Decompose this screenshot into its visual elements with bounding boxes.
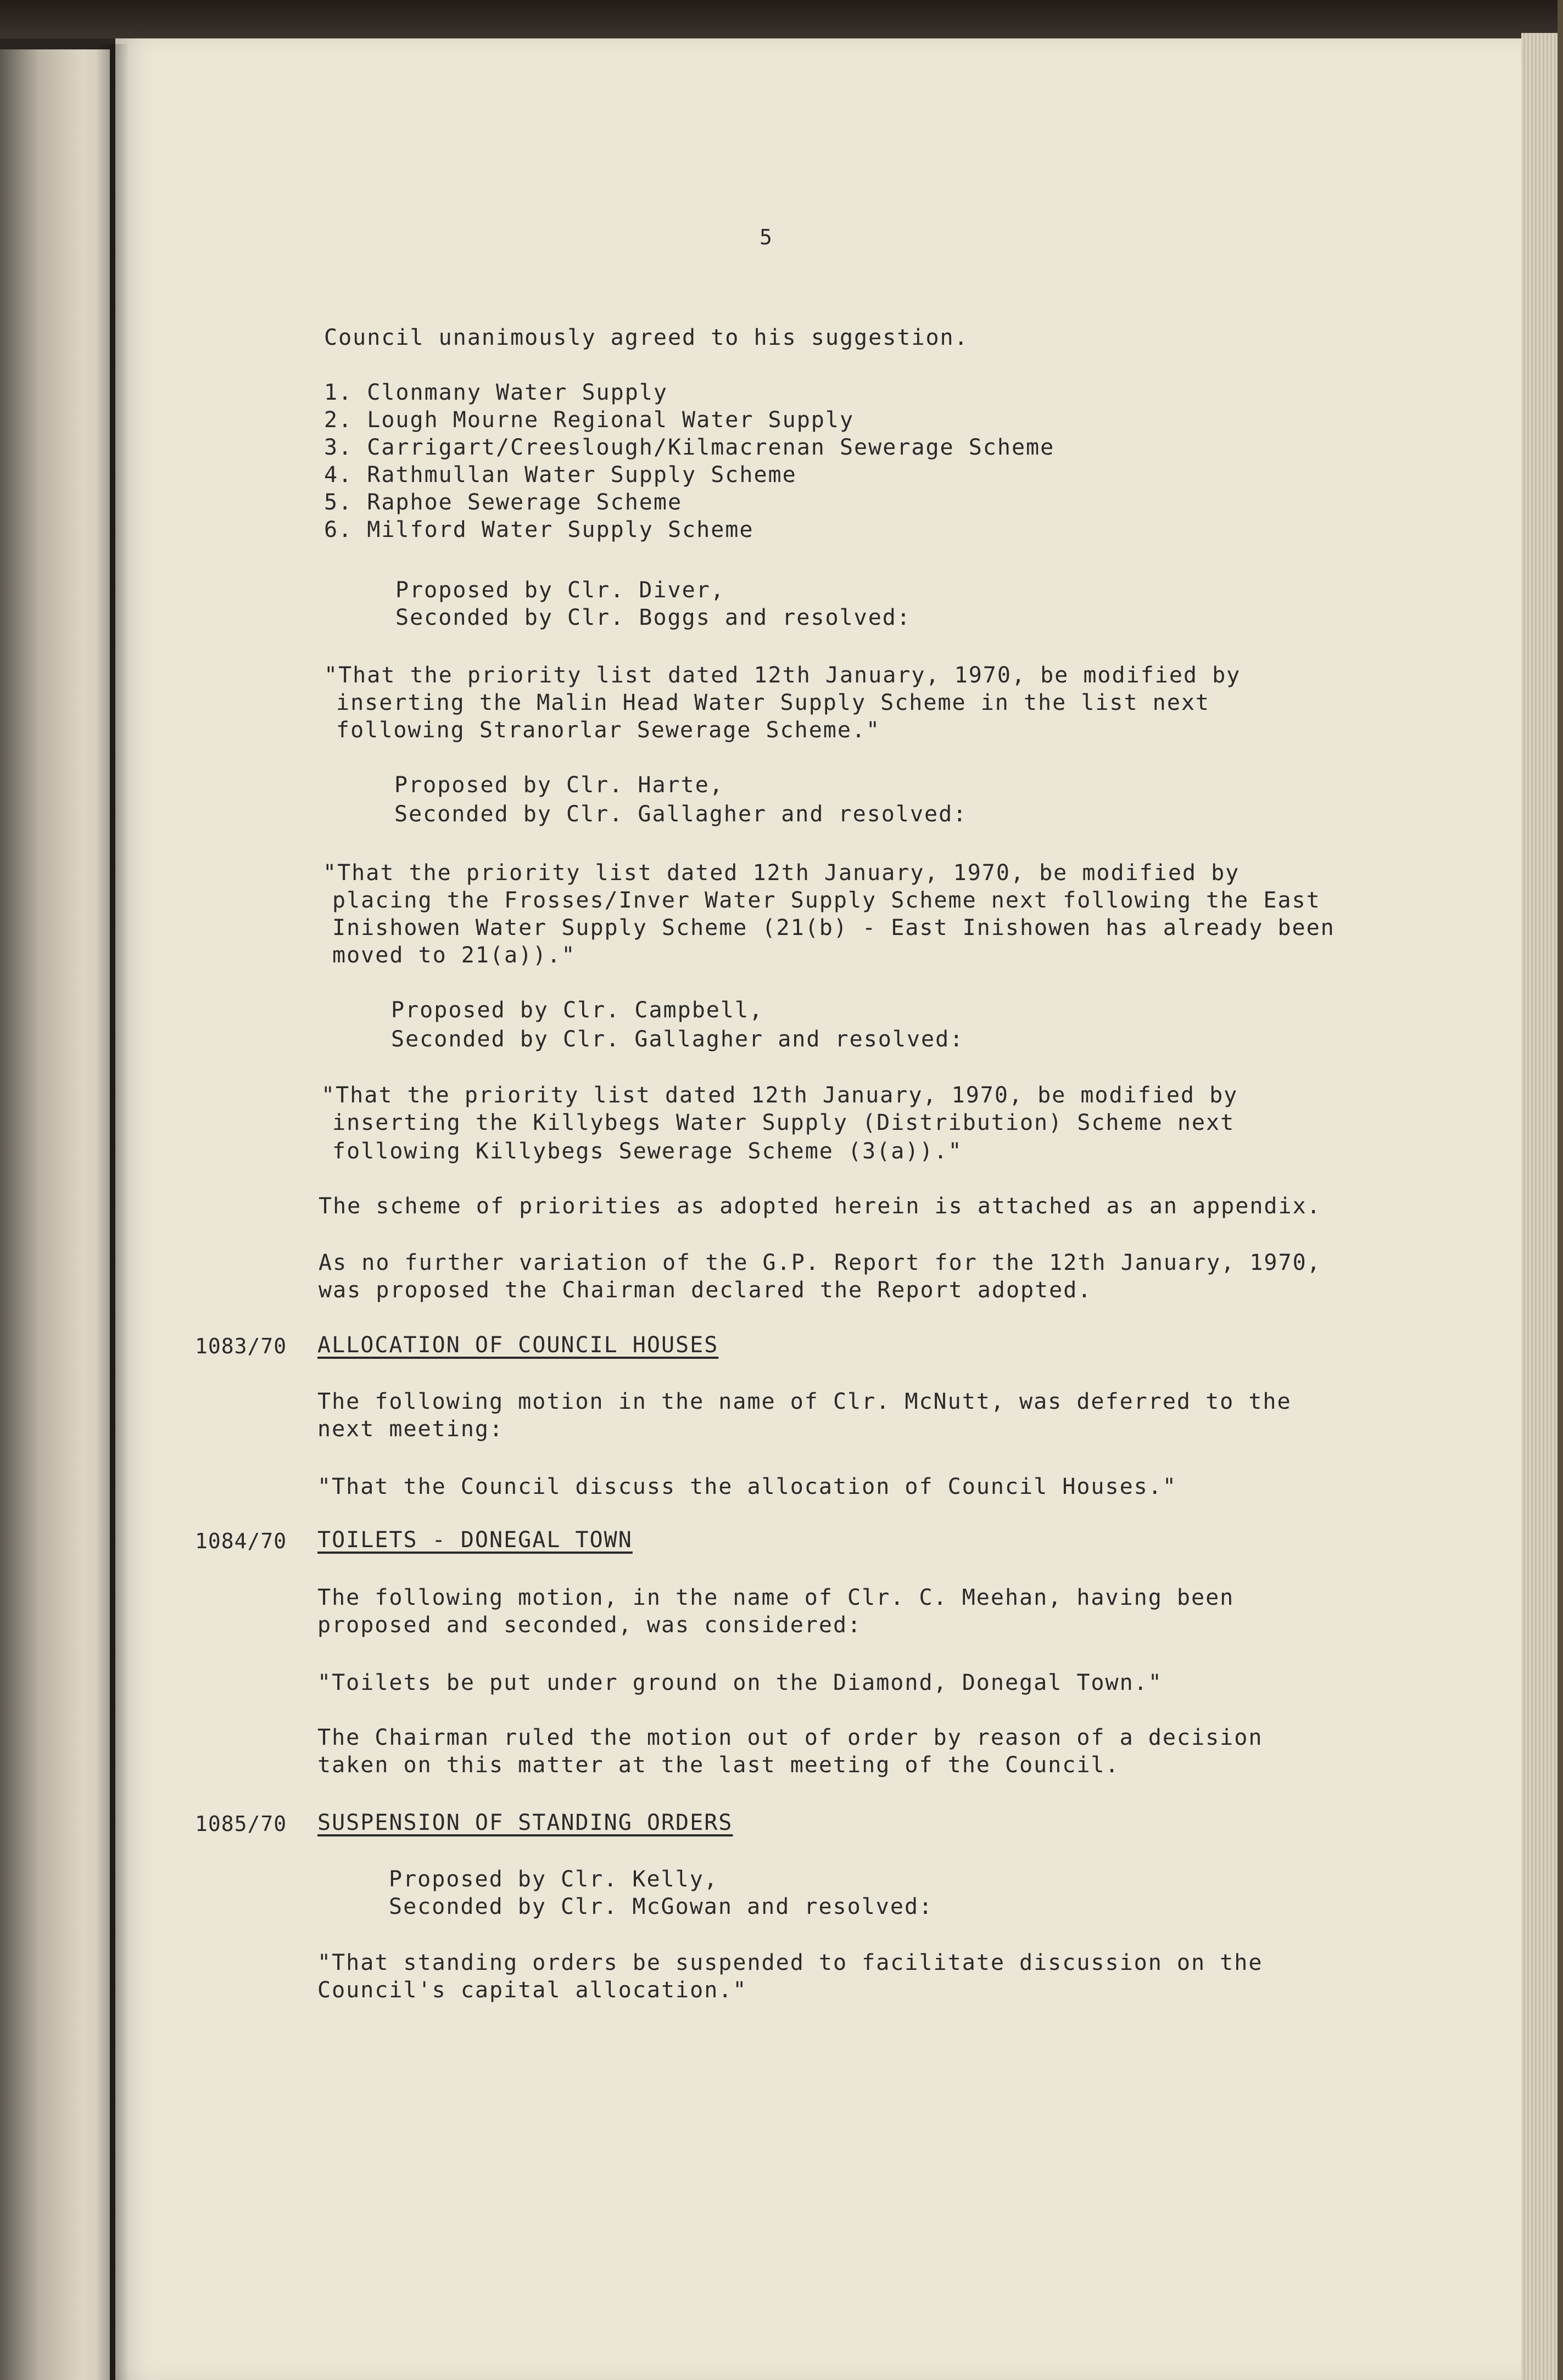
resolution-line: "That the priority list dated 12th January, 1970, be modified by [321,1083,1238,1108]
adoption-line: was proposed the Chairman declared the Report adopted. [319,1278,1092,1303]
seconded-line: Seconded by Clr. Boggs and resolved: [395,605,911,630]
minute-paragraph: The Chairman ruled the motion out of order by reason of a decision taken on this matter at the last meeting of the Council. [317,1725,1263,1778]
proposed-line: Proposed by Clr. Diver, [395,578,725,603]
proposed-line: Proposed by Clr. Campbell, [391,998,764,1023]
list-item: 3. Carrigart/Creeslough/Kilmacrenan Sewerage Scheme [324,435,1055,460]
list-item: 4. Rathmullan Water Supply Scheme [324,462,797,488]
appendix-note: The scheme of priorities as adopted herein is attached as an appendix. [319,1194,1321,1219]
list-item: 5. Raphoe Sewerage Scheme [324,490,683,515]
minute-number: 1083/70 [195,1334,287,1358]
minute-paragraph: "That the Council discuss the allocation of Council Houses." [317,1474,1177,1499]
minute-heading: SUSPENSION OF STANDING ORDERS [317,1810,733,1835]
minute-paragraph: The following motion in the name of Clr. McNutt, was deferred to the next meeting: [317,1389,1292,1442]
minute-number: 1084/70 [195,1529,287,1553]
book-cover-edge [1558,0,1563,2380]
resolution-line: following Killybegs Sewerage Scheme (3(a))." [332,1139,963,1164]
proposed-line: Proposed by Clr. Kelly, [389,1867,718,1892]
minute-heading: ALLOCATION OF COUNCIL HOUSES [317,1332,719,1358]
page-stack-edge [1521,33,1563,2380]
resolution-line: Inishowen Water Supply Scheme (21(b) - East Inishowen has already been [332,915,1335,940]
list-item: 6. Milford Water Supply Scheme [324,517,754,542]
resolution-line: "That the priority list dated 12th January, 1970, be modified by [323,860,1240,886]
resolution-line: "That the priority list dated 12th January, 1970, be modified by [324,663,1241,688]
seconded-line: Seconded by Clr. Gallagher and resolved: [394,802,968,827]
scan-top-background [0,0,1563,38]
resolution-line: placing the Frosses/Inver Water Supply Scheme next following the East [332,888,1321,913]
adoption-line: As no further variation of the G.P. Report for the 12th January, 1970, [319,1250,1321,1275]
minute-paragraph: "That standing orders be suspended to facilitate discussion on the Council's capital allocation." [317,1950,1263,2003]
resolution-line: moved to 21(a))." [332,943,576,968]
seconded-line: Seconded by Clr. Gallagher and resolved: [391,1027,964,1052]
seconded-line: Seconded by Clr. McGowan and resolved: [389,1894,934,1919]
minute-paragraph: "Toilets be put under ground on the Diamond, Donegal Town." [317,1670,1163,1695]
list-item: 2. Lough Mourne Regional Water Supply [324,407,855,433]
minute-number: 1085/70 [195,1812,287,1836]
proposed-line: Proposed by Clr. Harte, [394,772,724,798]
minute-heading: TOILETS - DONEGAL TOWN [317,1527,633,1553]
list-item: 1. Clonmany Water Supply [324,380,668,405]
minute-paragraph: The following motion, in the name of Clr. C. Meehan, having been proposed and seconded, was considered: [317,1585,1235,1638]
intro-text: Council unanimously agreed to his suggestion. [324,325,969,350]
page-number: 5 [760,225,772,249]
resolution-line: inserting the Malin Head Water Supply Scheme in the list next [336,690,1210,715]
book-gutter [96,44,129,2380]
resolution-line: following Stranorlar Sewerage Scheme." [336,718,881,743]
facing-page-edge [0,49,110,2380]
resolution-line: inserting the Killybegs Water Supply (Distribution) Scheme next [332,1110,1235,1135]
